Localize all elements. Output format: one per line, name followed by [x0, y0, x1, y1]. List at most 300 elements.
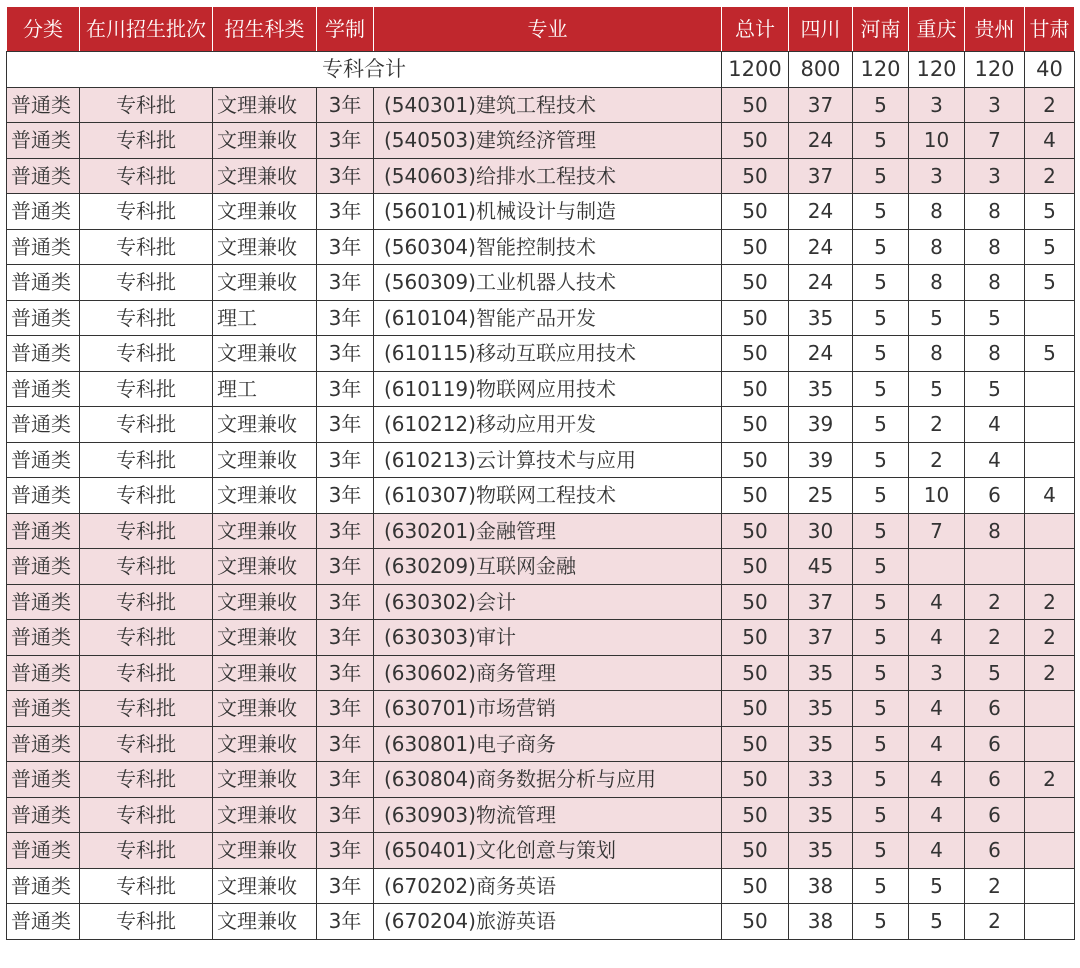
cell-guizhou: 5 [965, 655, 1025, 691]
cell-batch: 专科批 [80, 265, 213, 301]
cell-sichuan: 24 [789, 336, 853, 372]
total-gansu: 40 [1025, 52, 1075, 88]
cell-gansu [1025, 442, 1075, 478]
cell-sichuan: 37 [789, 584, 853, 620]
cell-batch: 专科批 [80, 655, 213, 691]
cell-subject-type: 文理兼收 [213, 584, 317, 620]
table-row [7, 620, 1075, 656]
cell-henan: 5 [853, 833, 909, 869]
cell-henan: 5 [853, 726, 909, 762]
cell-major: (630701)市场营销 [374, 691, 722, 727]
cell-category: 普通类 [7, 691, 80, 727]
cell-guizhou: 5 [965, 371, 1025, 407]
cell-henan: 5 [853, 229, 909, 265]
cell-batch: 专科批 [80, 194, 213, 230]
cell-category: 普通类 [7, 442, 80, 478]
cell-subject-type: 文理兼收 [213, 194, 317, 230]
cell-category: 普通类 [7, 904, 80, 940]
cell-major: (540603)给排水工程技术 [374, 158, 722, 194]
cell-subject-type: 文理兼收 [213, 87, 317, 123]
cell-batch: 专科批 [80, 513, 213, 549]
cell-batch: 专科批 [80, 833, 213, 869]
cell-category: 普通类 [7, 336, 80, 372]
cell-total: 50 [722, 655, 789, 691]
cell-henan: 5 [853, 336, 909, 372]
total-guizhou: 120 [965, 52, 1025, 88]
cell-gansu: 5 [1025, 194, 1075, 230]
cell-henan: 5 [853, 194, 909, 230]
cell-category: 普通类 [7, 229, 80, 265]
table-row [7, 868, 1075, 904]
cell-guizhou: 5 [965, 300, 1025, 336]
cell-duration: 3年 [317, 549, 374, 585]
cell-subject-type: 文理兼收 [213, 442, 317, 478]
cell-duration: 3年 [317, 726, 374, 762]
cell-gansu: 2 [1025, 584, 1075, 620]
cell-gansu: 5 [1025, 265, 1075, 301]
cell-batch: 专科批 [80, 87, 213, 123]
cell-total: 50 [722, 158, 789, 194]
cell-subject-type: 文理兼收 [213, 336, 317, 372]
cell-subject-type: 文理兼收 [213, 407, 317, 443]
total-label: 专科合计 [7, 52, 722, 88]
table-row [7, 265, 1075, 301]
cell-chongqing: 2 [909, 407, 965, 443]
cell-total: 50 [722, 868, 789, 904]
cell-batch: 专科批 [80, 904, 213, 940]
cell-total: 50 [722, 513, 789, 549]
table-row [7, 904, 1075, 940]
cell-guizhou: 6 [965, 762, 1025, 798]
cell-chongqing: 3 [909, 87, 965, 123]
cell-category: 普通类 [7, 584, 80, 620]
cell-guizhou: 3 [965, 158, 1025, 194]
cell-category: 普通类 [7, 762, 80, 798]
cell-henan: 5 [853, 300, 909, 336]
cell-total: 50 [722, 194, 789, 230]
cell-sichuan: 24 [789, 229, 853, 265]
cell-total: 50 [722, 620, 789, 656]
header-major: 专业 [374, 7, 722, 52]
cell-guizhou: 6 [965, 478, 1025, 514]
cell-category: 普通类 [7, 797, 80, 833]
cell-chongqing: 8 [909, 265, 965, 301]
cell-henan: 5 [853, 158, 909, 194]
cell-total: 50 [722, 797, 789, 833]
cell-sichuan: 35 [789, 371, 853, 407]
cell-batch: 专科批 [80, 584, 213, 620]
cell-total: 50 [722, 762, 789, 798]
cell-major: (670204)旅游英语 [374, 904, 722, 940]
cell-henan: 5 [853, 513, 909, 549]
cell-major: (560304)智能控制技术 [374, 229, 722, 265]
cell-total: 50 [722, 336, 789, 372]
cell-subject-type: 文理兼收 [213, 762, 317, 798]
cell-major: (630303)审计 [374, 620, 722, 656]
cell-total: 50 [722, 300, 789, 336]
cell-subject-type: 文理兼收 [213, 620, 317, 656]
total-chongqing: 120 [909, 52, 965, 88]
cell-duration: 3年 [317, 371, 374, 407]
cell-guizhou: 8 [965, 513, 1025, 549]
header-guizhou: 贵州 [965, 7, 1025, 52]
cell-duration: 3年 [317, 868, 374, 904]
cell-major: (630602)商务管理 [374, 655, 722, 691]
cell-sichuan: 37 [789, 158, 853, 194]
cell-gansu: 2 [1025, 762, 1075, 798]
cell-category: 普通类 [7, 158, 80, 194]
cell-total: 50 [722, 833, 789, 869]
cell-gansu [1025, 371, 1075, 407]
header-sichuan: 四川 [789, 7, 853, 52]
table-row [7, 158, 1075, 194]
cell-subject-type: 文理兼收 [213, 265, 317, 301]
cell-henan: 5 [853, 407, 909, 443]
cell-batch: 专科批 [80, 691, 213, 727]
cell-major: (560309)工业机器人技术 [374, 265, 722, 301]
cell-major: (610115)移动互联应用技术 [374, 336, 722, 372]
cell-guizhou: 8 [965, 194, 1025, 230]
cell-sichuan: 37 [789, 87, 853, 123]
cell-duration: 3年 [317, 194, 374, 230]
cell-subject-type: 文理兼收 [213, 229, 317, 265]
table-row [7, 797, 1075, 833]
cell-major: (610119)物联网应用技术 [374, 371, 722, 407]
cell-duration: 3年 [317, 442, 374, 478]
cell-henan: 5 [853, 762, 909, 798]
cell-guizhou: 4 [965, 407, 1025, 443]
cell-category: 普通类 [7, 833, 80, 869]
cell-total: 50 [722, 584, 789, 620]
cell-henan: 5 [853, 478, 909, 514]
table-row [7, 194, 1075, 230]
cell-duration: 3年 [317, 904, 374, 940]
cell-sichuan: 35 [789, 300, 853, 336]
cell-duration: 3年 [317, 123, 374, 159]
cell-henan: 5 [853, 797, 909, 833]
cell-duration: 3年 [317, 229, 374, 265]
cell-batch: 专科批 [80, 158, 213, 194]
cell-batch: 专科批 [80, 123, 213, 159]
cell-chongqing: 8 [909, 229, 965, 265]
cell-major: (560101)机械设计与制造 [374, 194, 722, 230]
cell-major: (610213)云计算技术与应用 [374, 442, 722, 478]
cell-henan: 5 [853, 442, 909, 478]
cell-batch: 专科批 [80, 868, 213, 904]
cell-chongqing: 3 [909, 655, 965, 691]
cell-chongqing: 4 [909, 726, 965, 762]
cell-guizhou: 2 [965, 904, 1025, 940]
cell-major: (630209)互联网金融 [374, 549, 722, 585]
header-subject-type: 招生科类 [213, 7, 317, 52]
table-row [7, 336, 1075, 372]
table-row [7, 584, 1075, 620]
cell-guizhou: 6 [965, 691, 1025, 727]
cell-sichuan: 24 [789, 194, 853, 230]
header-category: 分类 [7, 7, 80, 52]
cell-sichuan: 45 [789, 549, 853, 585]
cell-sichuan: 24 [789, 265, 853, 301]
cell-category: 普通类 [7, 300, 80, 336]
cell-chongqing: 7 [909, 513, 965, 549]
cell-henan: 5 [853, 123, 909, 159]
cell-duration: 3年 [317, 691, 374, 727]
cell-batch: 专科批 [80, 549, 213, 585]
cell-sichuan: 35 [789, 691, 853, 727]
table-row [7, 691, 1075, 727]
cell-duration: 3年 [317, 87, 374, 123]
cell-chongqing: 5 [909, 904, 965, 940]
cell-sichuan: 38 [789, 868, 853, 904]
table-row [7, 655, 1075, 691]
cell-category: 普通类 [7, 655, 80, 691]
cell-gansu [1025, 868, 1075, 904]
cell-duration: 3年 [317, 620, 374, 656]
cell-guizhou: 2 [965, 584, 1025, 620]
total-sichuan: 800 [789, 52, 853, 88]
cell-subject-type: 文理兼收 [213, 549, 317, 585]
table-row [7, 833, 1075, 869]
cell-total: 50 [722, 123, 789, 159]
total-total: 1200 [722, 52, 789, 88]
cell-guizhou: 6 [965, 833, 1025, 869]
cell-major: (630801)电子商务 [374, 726, 722, 762]
cell-gansu [1025, 904, 1075, 940]
cell-duration: 3年 [317, 300, 374, 336]
cell-sichuan: 30 [789, 513, 853, 549]
cell-duration: 3年 [317, 797, 374, 833]
cell-gansu [1025, 833, 1075, 869]
table-row [7, 300, 1075, 336]
cell-chongqing: 10 [909, 123, 965, 159]
table-row [7, 762, 1075, 798]
cell-chongqing: 4 [909, 620, 965, 656]
cell-henan: 5 [853, 265, 909, 301]
cell-gansu: 5 [1025, 229, 1075, 265]
cell-subject-type: 文理兼收 [213, 833, 317, 869]
cell-chongqing: 10 [909, 478, 965, 514]
cell-gansu [1025, 407, 1075, 443]
cell-duration: 3年 [317, 655, 374, 691]
cell-major: (540503)建筑经济管理 [374, 123, 722, 159]
cell-duration: 3年 [317, 407, 374, 443]
cell-category: 普通类 [7, 726, 80, 762]
admission-plan-table [6, 6, 1075, 940]
cell-category: 普通类 [7, 549, 80, 585]
cell-batch: 专科批 [80, 620, 213, 656]
admission-plan-table-container [6, 6, 1074, 940]
cell-guizhou: 8 [965, 229, 1025, 265]
cell-chongqing: 4 [909, 691, 965, 727]
table-row [7, 442, 1075, 478]
cell-batch: 专科批 [80, 478, 213, 514]
cell-subject-type: 文理兼收 [213, 797, 317, 833]
cell-subject-type: 文理兼收 [213, 123, 317, 159]
cell-chongqing: 3 [909, 158, 965, 194]
header-total: 总计 [722, 7, 789, 52]
cell-sichuan: 37 [789, 620, 853, 656]
cell-subject-type: 文理兼收 [213, 868, 317, 904]
table-row [7, 513, 1075, 549]
cell-guizhou: 2 [965, 620, 1025, 656]
cell-duration: 3年 [317, 158, 374, 194]
cell-gansu: 2 [1025, 655, 1075, 691]
cell-batch: 专科批 [80, 762, 213, 798]
cell-chongqing: 8 [909, 194, 965, 230]
cell-duration: 3年 [317, 265, 374, 301]
cell-batch: 专科批 [80, 229, 213, 265]
cell-sichuan: 39 [789, 442, 853, 478]
cell-subject-type: 文理兼收 [213, 478, 317, 514]
cell-henan: 5 [853, 655, 909, 691]
cell-chongqing: 4 [909, 797, 965, 833]
cell-subject-type: 文理兼收 [213, 513, 317, 549]
cell-chongqing: 4 [909, 833, 965, 869]
cell-gansu [1025, 513, 1075, 549]
cell-major: (540301)建筑工程技术 [374, 87, 722, 123]
cell-major: (610307)物联网工程技术 [374, 478, 722, 514]
cell-major: (610212)移动应用开发 [374, 407, 722, 443]
cell-batch: 专科批 [80, 300, 213, 336]
cell-guizhou: 8 [965, 336, 1025, 372]
cell-category: 普通类 [7, 513, 80, 549]
cell-total: 50 [722, 371, 789, 407]
cell-henan: 5 [853, 620, 909, 656]
cell-henan: 5 [853, 691, 909, 727]
cell-category: 普通类 [7, 371, 80, 407]
header-henan: 河南 [853, 7, 909, 52]
cell-chongqing: 5 [909, 868, 965, 904]
total-henan: 120 [853, 52, 909, 88]
cell-guizhou: 3 [965, 87, 1025, 123]
cell-chongqing: 5 [909, 300, 965, 336]
cell-subject-type: 文理兼收 [213, 655, 317, 691]
total-row [7, 52, 1075, 88]
cell-henan: 5 [853, 584, 909, 620]
cell-batch: 专科批 [80, 407, 213, 443]
cell-major: (630302)会计 [374, 584, 722, 620]
table-row [7, 549, 1075, 585]
table-row [7, 726, 1075, 762]
cell-gansu: 4 [1025, 123, 1075, 159]
cell-duration: 3年 [317, 513, 374, 549]
cell-henan: 5 [853, 868, 909, 904]
cell-sichuan: 35 [789, 726, 853, 762]
table-row [7, 478, 1075, 514]
cell-subject-type: 理工 [213, 371, 317, 407]
cell-batch: 专科批 [80, 797, 213, 833]
cell-guizhou: 8 [965, 265, 1025, 301]
cell-guizhou [965, 549, 1025, 585]
cell-category: 普通类 [7, 194, 80, 230]
cell-sichuan: 35 [789, 833, 853, 869]
cell-sichuan: 33 [789, 762, 853, 798]
cell-gansu: 2 [1025, 620, 1075, 656]
cell-sichuan: 35 [789, 797, 853, 833]
cell-total: 50 [722, 904, 789, 940]
cell-batch: 专科批 [80, 336, 213, 372]
cell-gansu [1025, 726, 1075, 762]
cell-gansu [1025, 691, 1075, 727]
cell-henan: 5 [853, 371, 909, 407]
cell-chongqing: 2 [909, 442, 965, 478]
cell-batch: 专科批 [80, 442, 213, 478]
cell-duration: 3年 [317, 762, 374, 798]
cell-chongqing: 4 [909, 584, 965, 620]
cell-guizhou: 6 [965, 726, 1025, 762]
cell-category: 普通类 [7, 265, 80, 301]
cell-chongqing: 5 [909, 371, 965, 407]
header-chongqing: 重庆 [909, 7, 965, 52]
cell-gansu: 2 [1025, 87, 1075, 123]
cell-chongqing: 4 [909, 762, 965, 798]
cell-total: 50 [722, 87, 789, 123]
cell-total: 50 [722, 691, 789, 727]
cell-gansu [1025, 300, 1075, 336]
cell-gansu [1025, 797, 1075, 833]
cell-total: 50 [722, 442, 789, 478]
cell-major: (630903)物流管理 [374, 797, 722, 833]
cell-chongqing: 8 [909, 336, 965, 372]
header-row [7, 7, 1075, 52]
cell-guizhou: 6 [965, 797, 1025, 833]
cell-category: 普通类 [7, 123, 80, 159]
cell-category: 普通类 [7, 407, 80, 443]
cell-guizhou: 7 [965, 123, 1025, 159]
cell-duration: 3年 [317, 833, 374, 869]
cell-total: 50 [722, 726, 789, 762]
cell-batch: 专科批 [80, 371, 213, 407]
table-row [7, 407, 1075, 443]
cell-category: 普通类 [7, 478, 80, 514]
cell-batch: 专科批 [80, 726, 213, 762]
table-row [7, 123, 1075, 159]
cell-duration: 3年 [317, 584, 374, 620]
cell-subject-type: 文理兼收 [213, 904, 317, 940]
header-duration: 学制 [317, 7, 374, 52]
cell-sichuan: 39 [789, 407, 853, 443]
table-row [7, 229, 1075, 265]
cell-henan: 5 [853, 87, 909, 123]
header-gansu: 甘肃 [1025, 7, 1075, 52]
cell-henan: 5 [853, 904, 909, 940]
cell-subject-type: 文理兼收 [213, 158, 317, 194]
cell-sichuan: 35 [789, 655, 853, 691]
cell-total: 50 [722, 478, 789, 514]
cell-guizhou: 4 [965, 442, 1025, 478]
cell-chongqing [909, 549, 965, 585]
cell-category: 普通类 [7, 620, 80, 656]
cell-major: (630201)金融管理 [374, 513, 722, 549]
cell-sichuan: 24 [789, 123, 853, 159]
cell-gansu: 4 [1025, 478, 1075, 514]
cell-duration: 3年 [317, 336, 374, 372]
cell-major: (670202)商务英语 [374, 868, 722, 904]
cell-gansu: 2 [1025, 158, 1075, 194]
cell-subject-type: 文理兼收 [213, 726, 317, 762]
cell-major: (610104)智能产品开发 [374, 300, 722, 336]
table-row [7, 87, 1075, 123]
cell-major: (650401)文化创意与策划 [374, 833, 722, 869]
cell-duration: 3年 [317, 478, 374, 514]
cell-henan: 5 [853, 549, 909, 585]
cell-guizhou: 2 [965, 868, 1025, 904]
cell-subject-type: 文理兼收 [213, 691, 317, 727]
cell-gansu [1025, 549, 1075, 585]
header-batch: 在川招生批次 [80, 7, 213, 52]
cell-total: 50 [722, 407, 789, 443]
cell-total: 50 [722, 549, 789, 585]
